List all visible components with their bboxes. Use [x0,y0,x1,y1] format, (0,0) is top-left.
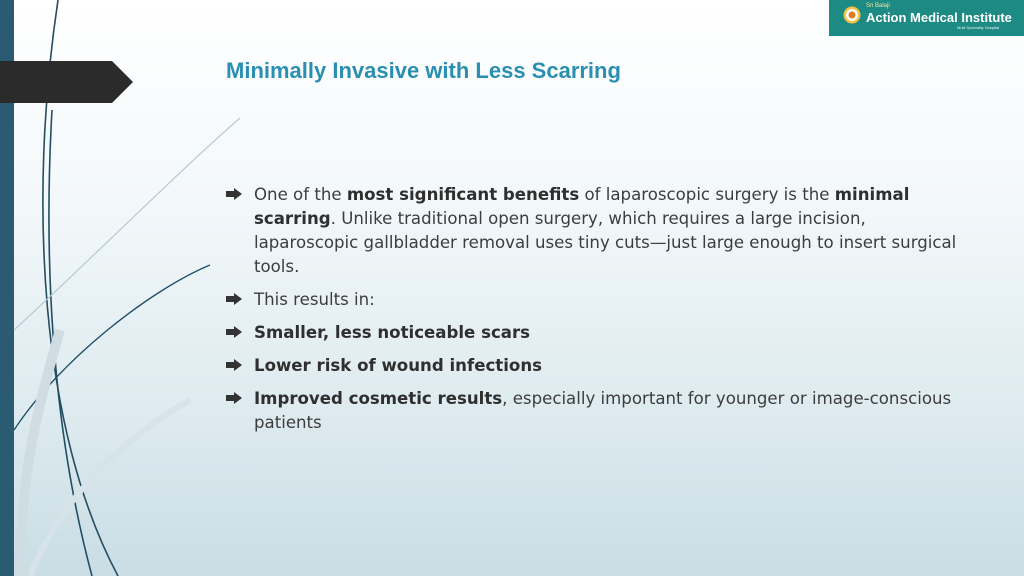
bullet-text: This results in: [254,290,375,309]
title-arrow-tab [0,61,133,103]
bullet-text: One of the [254,185,347,204]
bullet-bold: most significant benefits [346,185,580,204]
bullet-bold: minimal scarring [254,185,910,228]
bullet-text: of laparoscopic surgery is the [579,185,835,204]
arrow-right-icon [226,359,242,371]
bullet-item [226,183,971,279]
bullet-item [226,387,971,435]
arrow-right-icon [226,392,242,404]
bullet-item [226,288,971,312]
bullet-list [226,183,971,444]
arrow-right-icon [226,293,242,305]
logo-name: Action Medical Institute [866,10,1012,25]
bullet-item [226,321,971,345]
bullet-bold: Improved cosmetic results [254,389,503,408]
sun-seal-icon [843,6,861,24]
bullet-item [226,354,971,378]
arrow-right-icon [226,326,242,338]
bullet-bold: Smaller, less noticeable scars [254,323,531,342]
bullet-text: . Unlike traditional open surgery, which requires a large incision, laparoscopic gallbladder removal uses tiny cuts—just large enough to insert surgical tools. [254,209,957,276]
bullet-bold: Lower risk of wound infections [254,356,543,375]
bullet-text: , especially important for younger or image-conscious patients [254,389,952,432]
hospital-logo [829,0,1024,36]
logo-prefix: Sri Balaji [866,3,890,9]
arrow-right-icon [226,188,242,200]
logo-subtitle: Multi Speciality Hospital [957,25,1000,30]
slide-title: Minimally Invasive with Less Scarring [226,58,621,83]
